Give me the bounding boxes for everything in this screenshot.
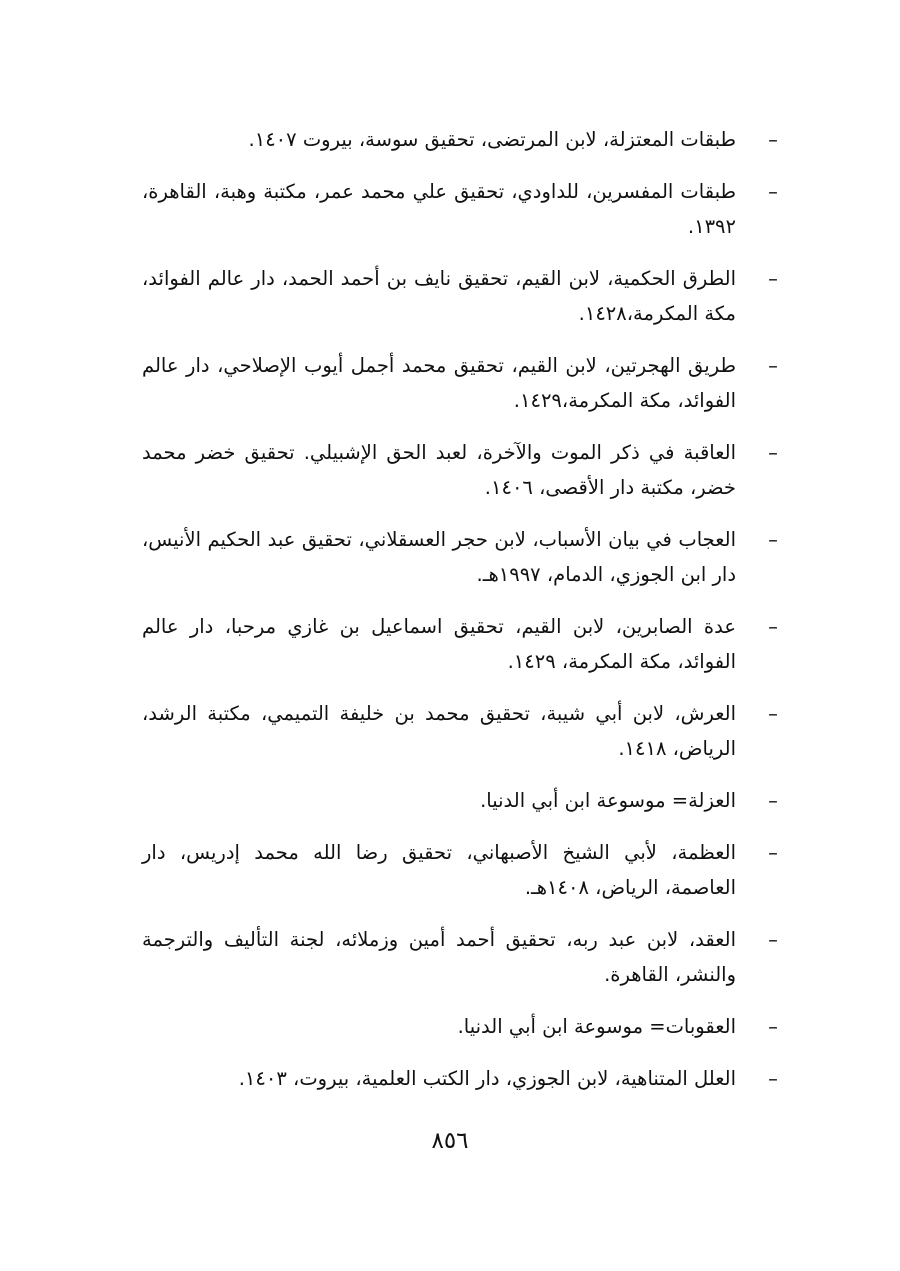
reference-text: العاقبة في ذكر الموت والآخرة، لعبد الحق الإشبيلي. تحقيق خضر محمد خضر، مكتبة دار الأقصى، ١٤٠٦. [142, 441, 736, 499]
list-bullet: – [768, 1067, 778, 1090]
list-bullet: – [768, 528, 778, 551]
reference-text: العزلة= موسوعة ابن أبي الدنيا. [480, 789, 736, 812]
reference-text: عدة الصابرين، لابن القيم، تحقيق اسماعيل بن غازي مرحبا، دار عالم الفوائد، مكة المكرمة، ١٤٢٩. [142, 615, 736, 673]
reference-text: طبقات المعتزلة، لابن المرتضى، تحقيق سوسة، بيروت ١٤٠٧. [248, 128, 736, 151]
reference-text: العلل المتناهية، لابن الجوزي، دار الكتب العلمية، بيروت، ١٤٠٣. [238, 1067, 736, 1090]
reference-entry [142, 922, 782, 992]
reference-entry [142, 174, 782, 244]
reference-list [142, 122, 782, 1113]
reference-text: الطرق الحكمية، لابن القيم، تحقيق نايف بن أحمد الحمد، دار عالم الفوائد، مكة المكرمة،١٤٢٨. [142, 267, 736, 325]
reference-entry [142, 122, 782, 157]
reference-entry [142, 522, 782, 592]
reference-text: العقد، لابن عبد ربه، تحقيق أحمد أمين وزملائه، لجنة التأليف والترجمة والنشر، القاهرة. [142, 928, 736, 986]
reference-entry [142, 1061, 782, 1096]
list-bullet: – [768, 180, 778, 203]
reference-entry [142, 609, 782, 679]
page-number: ٨٥٦ [431, 1128, 469, 1154]
reference-text: طبقات المفسرين، للداودي، تحقيق علي محمد عمر، مكتبة وهبة، القاهرة، ١٣٩٢. [142, 180, 736, 238]
reference-text: العقوبات= موسوعة ابن أبي الدنيا. [457, 1015, 736, 1038]
list-bullet: – [768, 1015, 778, 1038]
reference-entry [142, 1009, 782, 1044]
reference-text: العرش، لابن أبي شيبة، تحقيق محمد بن خليفة التميمي، مكتبة الرشد، الرياض، ١٤١٨. [142, 702, 736, 760]
reference-text: طريق الهجرتين، لابن القيم، تحقيق محمد أجمل أيوب الإصلاحي، دار عالم الفوائد، مكة المكرمة،١٤٢٩. [142, 354, 736, 412]
list-bullet: – [768, 841, 778, 864]
reference-text: العجاب في بيان الأسباب، لابن حجر العسقلاني، تحقيق عبد الحكيم الأنيس، دار ابن الجوزي، الدمام، ١٩٩٧هـ. [142, 528, 736, 586]
list-bullet: – [768, 441, 778, 464]
list-bullet: – [768, 702, 778, 725]
reference-text: العظمة، لأبي الشيخ الأصبهاني، تحقيق رضا الله محمد إدريس، دار العاصمة، الرياض، ١٤٠٨هـ. [142, 841, 736, 899]
list-bullet: – [768, 128, 778, 151]
reference-entry [142, 261, 782, 331]
list-bullet: – [768, 267, 778, 290]
reference-entry [142, 435, 782, 505]
list-bullet: – [768, 615, 778, 638]
reference-entry [142, 348, 782, 418]
reference-entry [142, 835, 782, 905]
reference-entry [142, 783, 782, 818]
reference-entry [142, 696, 782, 766]
list-bullet: – [768, 928, 778, 951]
list-bullet: – [768, 789, 778, 812]
list-bullet: – [768, 354, 778, 377]
